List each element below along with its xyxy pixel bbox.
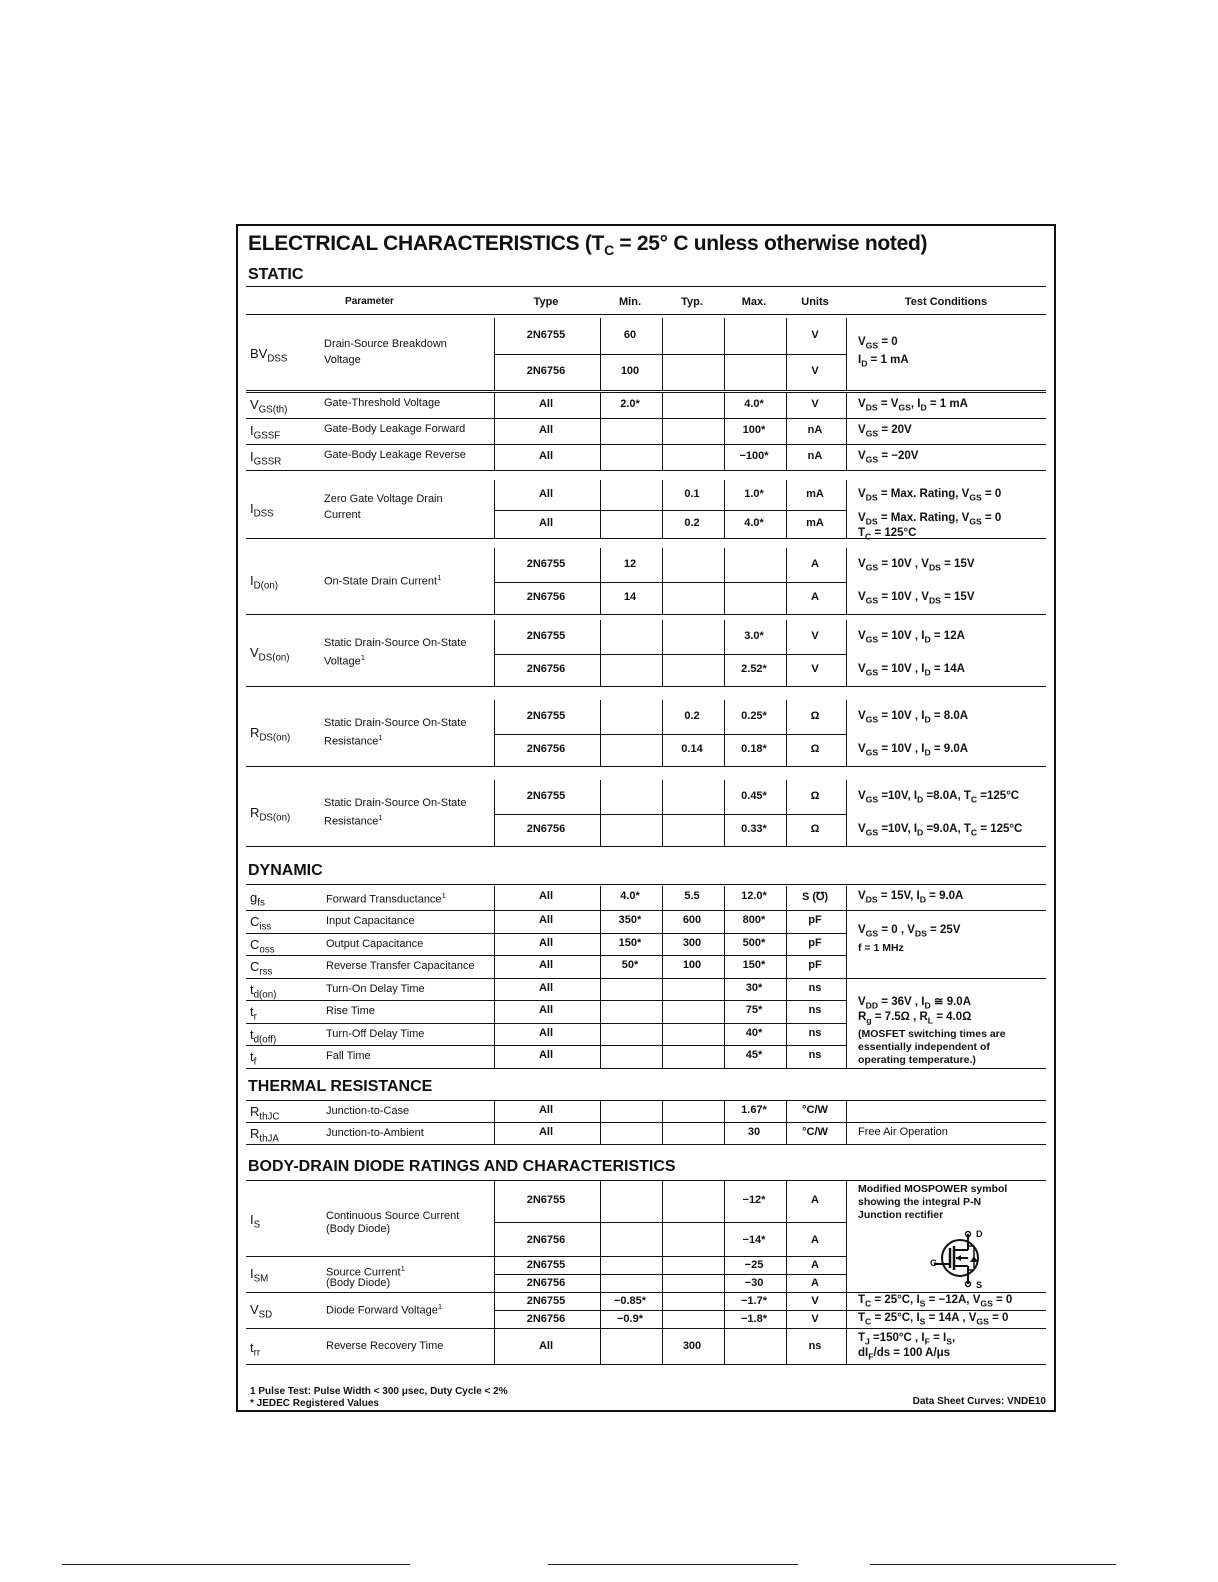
cell-max: 12.0* [741,890,767,902]
param-description: Gate-Threshold Voltage [324,397,441,409]
test-condition: $V_{DD} = 36V$ , $I_D$ ≅ 9.0A [858,996,972,1011]
cell-units: pF [808,959,822,971]
test-condition: $V_{DS}$ = Max. Rating, $V_{GS} = 0$ [858,488,1002,503]
test-condition: $V_{GS} = 20V$ [858,424,912,439]
cell-min: 100 [620,365,640,377]
cell-units: V [811,1295,819,1307]
test-condition: $T_J =150^\circ C$ , $I_F = I_S$, [858,1332,956,1347]
footnote-jedec: * JEDEC Registered Values [250,1398,379,1409]
test-condition: $V_{GS} = 10V$ , $I_D = 8.0A$ [858,710,969,725]
test-condition: $dI_F/ds = 100$ A/μs [858,1347,951,1362]
cell-type: 2N6755 [526,710,566,722]
cell-typ: 300 [682,1340,702,1352]
cell-type: All [538,450,554,462]
param-description: Voltage [324,354,361,366]
header-typ: Typ. [681,296,703,308]
param-symbol: $I_{GSSF}$ [250,423,281,442]
cell-units: ns [808,1049,822,1061]
cell-max: 30* [745,981,763,994]
cell-units: Ω [810,743,820,755]
test-condition: $T_C = 125^\circ C$ [858,527,917,542]
param-description: Gate-Body Leakage Forward [324,423,466,435]
cell-type: 2N6755 [526,1295,566,1307]
param-symbol: $g_{fs}$ [250,890,265,909]
gate-label: G [930,1258,938,1268]
cell-type: 2N6755 [526,1194,566,1206]
cell-units: V [811,1313,819,1325]
param-symbol: $R_{thJC}$ [250,1104,280,1123]
cell-type: All [538,1104,554,1116]
cell-type: 2N6755 [526,790,566,802]
cell-min: 50* [621,959,639,971]
param-description: Junction-to-Case [326,1105,410,1117]
test-condition: $V_{GS} = 10V$ , $I_D = 12A$ [858,630,965,645]
cell-type: All [538,1049,554,1061]
symbol-note: Modified MOSPOWER symbol [858,1183,1008,1195]
cell-max: 4.0* [744,517,764,529]
param-symbol: $t_f$ [250,1049,257,1068]
header-test-conditions: Test Conditions [904,296,988,308]
cell-units: A [811,1194,819,1206]
param-description: Input Capacitance [326,915,415,927]
param-description: Reverse Recovery Time [326,1340,444,1352]
cell-typ: 0.2 [684,517,700,529]
cell-units: mA [806,517,824,529]
mosfet-symbol-icon [928,1226,998,1296]
cell-type: 2N6756 [526,591,566,603]
cell-type: 2N6756 [526,663,566,675]
cell-min: 12 [623,558,637,570]
cell-type: All [538,981,554,994]
param-description: Static Drain-Source On-State [324,637,467,649]
datasheet-panel [236,224,1056,1412]
cell-typ: 600 [682,914,702,926]
param-description: Continuous Source Current [326,1210,460,1222]
cell-type: 2N6756 [526,743,566,755]
param-symbol: $V_{GS(th)}$ [250,397,288,416]
cell-units: Ω [810,710,820,722]
cell-type: All [538,424,554,436]
cell-max: −30 [744,1277,764,1289]
cell-min: 2.0* [620,398,640,410]
header-parameter: Parameter [345,296,394,307]
cell-units: Ω [810,823,820,835]
param-symbol: $t_{d(on)}$ [250,981,277,1001]
section-thermal: THERMAL RESISTANCE [248,1078,433,1095]
cell-units: V [811,329,819,341]
cell-units: °C/W [802,1104,828,1116]
cell-max: −14* [742,1234,766,1246]
test-condition: $V_{GS} = 10V$ , $I_D = 14A$ [858,663,965,678]
param-description: Drain-Source Breakdown [324,338,447,350]
cell-max: 0.25* [741,710,767,722]
cell-type: All [538,1026,554,1039]
cell-units: ns [808,1026,822,1039]
header-max: Max. [741,296,767,308]
param-description: Resistance$^1$ [324,733,383,748]
cell-max: 150* [742,959,766,971]
cell-max: 2.52* [741,663,767,675]
cell-typ: 0.14 [681,743,703,755]
data-sheet-curves: Data Sheet Curves: VNDE10 [912,1396,1046,1407]
cell-max: 40* [745,1026,763,1039]
cell-type: All [538,914,554,926]
test-condition: $R_g = 7.5\Omega$ , $R_L = 4.0\Omega$ [858,1011,972,1026]
cell-min: −0.9* [617,1313,643,1325]
param-description: Output Capacitance [326,937,424,950]
cell-type: All [538,1004,554,1016]
test-condition: $T_C = 25^\circ C$, $I_S = -12A$, $V_{GS} = 0$ [858,1294,1013,1309]
param-symbol: $I_{DSS}$ [250,501,274,520]
cell-typ: 100 [682,959,702,971]
param-description: Turn-Off Delay Time [326,1027,425,1040]
cell-units: pF [808,936,822,949]
cell-type: 2N6756 [526,1277,566,1289]
param-description: Fall Time [326,1050,371,1062]
param-description: Source Current$^1$ [326,1264,405,1279]
cell-units: S (℧) [801,891,829,903]
cell-type: 2N6755 [526,558,566,570]
test-condition: $T_C = 25^\circ C$, $I_S = 14A$ , $V_{GS} = 0$ [858,1312,1009,1327]
test-condition: $V_{GS} = 0$ [858,336,898,351]
cell-type: All [538,398,554,410]
cell-type: 2N6756 [526,1234,566,1246]
cell-type: 2N6755 [526,329,566,341]
cell-units: nA [807,424,823,436]
param-symbol: $C_{iss}$ [250,914,272,933]
cell-type: All [538,936,554,949]
cell-type: All [538,517,554,529]
cell-units: A [811,591,819,603]
cell-units: Ω [810,790,820,802]
test-condition: operating temperature.) [858,1054,976,1066]
param-symbol: $V_{DS(on)}$ [250,645,290,664]
page-title: ELECTRICAL CHARACTERISTICS ($T_C = 25^\circ$ C unless otherwise noted) [248,232,928,259]
param-symbol: $V_{SD}$ [250,1302,273,1321]
param-symbol: $C_{oss}$ [250,936,275,956]
test-condition: $V_{GS} = -20V$ [858,450,919,465]
cell-max: −12* [742,1194,766,1206]
cell-units: ns [808,1004,822,1016]
test-condition: $V_{GS} =10V$, $I_D =9.0A$, $T_C = 125^\circ C$ [858,823,1023,838]
cell-typ: 5.5 [684,890,700,902]
cell-typ: 0.1 [684,488,700,500]
cell-units: ns [808,981,822,994]
test-condition: $V_{GS} =10V$, $I_D =8.0A$, $T_C =125^\circ C$ [858,790,1020,805]
footnote-pulse: 1 Pulse Test: Pulse Width < 300 μsec, Duty Cycle < 2% [250,1386,508,1397]
cell-units: V [811,663,819,675]
cell-max: 4.0* [744,398,764,410]
cell-max: −1.7* [741,1295,767,1307]
cell-units: V [811,365,819,377]
test-condition: f = 1 MHz [858,942,904,954]
cell-max: 1.0* [744,488,764,500]
cell-units: A [811,1259,819,1271]
source-label: S [976,1280,983,1290]
param-description: Rise Time [326,1005,375,1017]
param-description: Reverse Transfer Capacitance [326,960,475,972]
cell-max: −1.8* [741,1313,767,1325]
param-description: Current [324,509,361,521]
param-description: Zero Gate Voltage Drain [324,493,443,505]
param-description: Static Drain-Source On-State [324,717,467,729]
param-description: (Body Diode) [326,1277,391,1289]
section-body-drain: BODY-DRAIN DIODE RATINGS AND CHARACTERISTICS [248,1158,676,1175]
param-description: On-State Drain Current$^1$ [324,573,442,588]
cell-units: pF [808,914,822,926]
cell-min: 60 [623,329,637,341]
section-static: STATIC [248,266,304,283]
cell-min: 150* [618,936,642,949]
cell-max: 75* [745,1004,763,1016]
param-symbol: $t_{d(off)}$ [250,1026,277,1046]
param-description: Diode Forward Voltage$^1$ [326,1302,443,1317]
param-symbol: $BV_{DSS}$ [250,346,288,365]
test-condition: $V_{DS} = V_{GS}$, $I_D = 1$ mA [858,398,968,413]
param-symbol: $t_r$ [250,1004,257,1023]
cell-max: −25 [744,1259,764,1271]
cell-min: 14 [623,591,637,603]
cell-units: mA [806,488,824,500]
param-description: Voltage$^1$ [324,653,365,668]
cell-units: A [811,1277,819,1289]
param-symbol: $R_{thJA}$ [250,1126,279,1145]
test-condition: $V_{GS} = 10V$ , $I_D = 9.0A$ [858,743,969,758]
cell-max: 3.0* [744,630,764,642]
param-description: Resistance$^1$ [324,813,383,828]
cell-max: 100* [742,424,766,436]
drain-label: D [976,1229,983,1239]
test-condition: (MOSFET switching times are [858,1028,1006,1040]
cell-units: A [811,558,819,570]
test-condition: $V_{GS} = 10V$ , $V_{DS} = 15V$ [858,558,975,573]
cell-max: 800* [742,914,766,926]
test-condition: $V_{DS}$ = Max. Rating, $V_{GS} = 0$ [858,512,1002,527]
test-condition: $V_{GS} = 0$ , $V_{DS} = 25V$ [858,924,961,939]
test-condition: $I_D = 1$ mA [858,354,909,369]
cell-max: −100* [739,450,769,462]
cell-typ: 300 [682,936,702,949]
cell-max: 0.45* [741,790,767,802]
param-description: Forward Transductance$^1$ [326,891,446,906]
test-condition: $V_{DS} = 15V$, $I_D = 9.0A$ [858,890,964,905]
cell-type: 2N6756 [526,365,566,377]
param-description: Turn-On Delay Time [326,982,425,995]
cell-type: 2N6756 [526,1313,566,1325]
header-units: Units [801,296,829,308]
cell-max: 0.33* [741,823,767,835]
cell-min: −0.85* [613,1295,647,1307]
param-description: Gate-Body Leakage Reverse [324,449,466,461]
cell-type: All [538,959,554,971]
param-symbol: $I_{GSSR}$ [250,449,282,468]
cell-min: 350* [618,914,642,926]
header-type: Type [533,296,559,308]
param-description: Static Drain-Source On-State [324,797,467,809]
cell-type: All [538,488,554,500]
cell-max: 1.67* [741,1104,767,1116]
cell-max: 500* [742,936,766,949]
cell-max: 0.18* [741,743,767,755]
cell-type: All [538,1340,554,1352]
param-symbol: $R_{DS(on)}$ [250,805,291,824]
param-symbol: $I_{D(on)}$ [250,573,279,592]
param-description: Junction-to-Ambient [326,1127,424,1139]
cell-units: ns [808,1340,822,1352]
param-symbol: $I_S$ [250,1212,261,1231]
cell-units: V [811,630,819,642]
cell-type: All [538,890,554,902]
cell-type: All [538,1126,554,1138]
test-condition: Free Air Operation [858,1126,948,1138]
test-condition: essentially independent of [858,1041,990,1053]
cell-max: 30 [747,1126,761,1138]
param-symbol: $C_{rss}$ [250,959,273,978]
cell-max: 45* [745,1049,763,1061]
cell-typ: 0.2 [684,710,700,722]
cell-type: 2N6755 [526,630,566,642]
param-symbol: $t_{rr}$ [250,1340,261,1359]
section-dynamic: DYNAMIC [248,862,323,879]
cell-type: 2N6755 [526,1259,566,1271]
header-min: Min. [619,296,641,308]
cell-units: A [811,1234,819,1246]
cell-min: 4.0* [620,890,640,902]
param-symbol: $I_{SM}$ [250,1266,269,1285]
test-condition: $V_{GS} = 10V$ , $V_{DS} = 15V$ [858,591,975,606]
cell-units: V [811,398,819,410]
symbol-note: showing the integral P-N [858,1196,982,1208]
param-symbol: $R_{DS(on)}$ [250,725,291,744]
cell-units: nA [807,450,823,462]
param-description: (Body Diode) [326,1223,391,1235]
symbol-note: Junction rectifier [858,1209,944,1221]
cell-type: 2N6756 [526,823,566,835]
cell-units: °C/W [802,1126,828,1138]
